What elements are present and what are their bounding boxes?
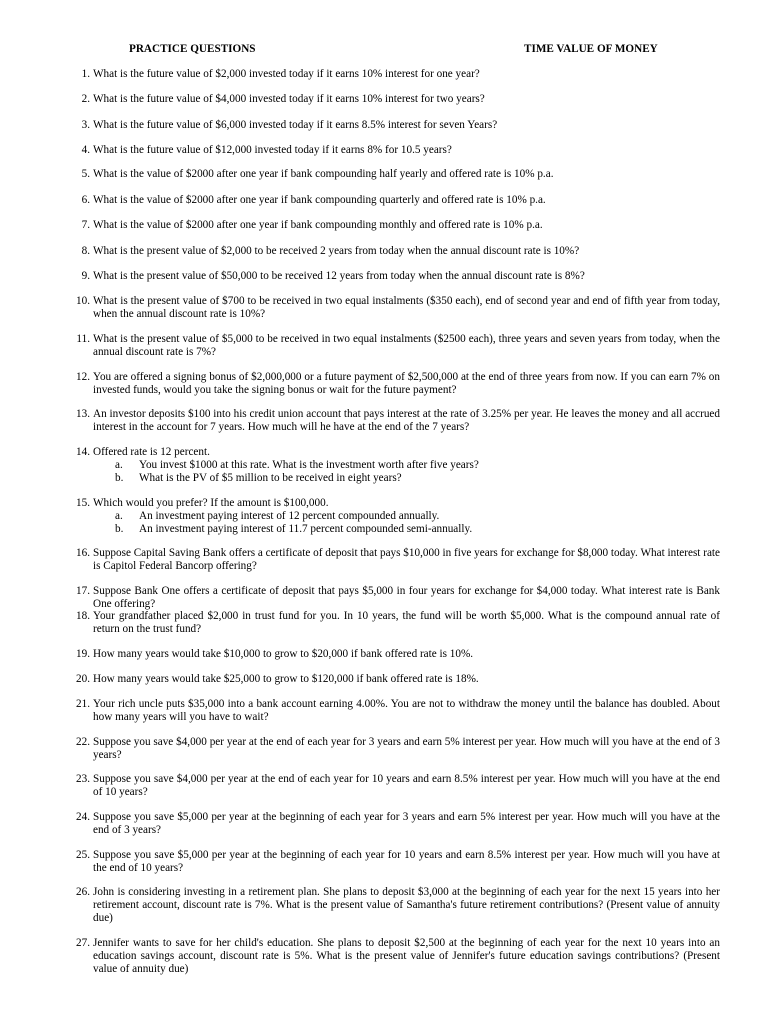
question-text: Suppose Bank One offers a certificate of deposit that pays $5,000 in four years for exchange for $4,000 today. What interest rate is Bank One offering? bbox=[93, 585, 720, 610]
question-number: 11. bbox=[76, 333, 90, 345]
question-number: 25. bbox=[76, 849, 90, 861]
question-text: What is the present value of $50,000 to be received 12 years from today when the annual discount rate is 8%? bbox=[93, 270, 585, 282]
question-number: 18. bbox=[76, 610, 90, 622]
question-number: 13. bbox=[76, 408, 90, 420]
sub-item-text: An investment paying interest of 11.7 percent compounded semi-annually. bbox=[139, 522, 473, 535]
question-number: 17. bbox=[76, 585, 90, 597]
question-number: 26. bbox=[76, 886, 90, 898]
question-number: 16. bbox=[76, 547, 90, 559]
question-text: Suppose you save $4,000 per year at the end of each year for 3 years and earn 5% interest per year. How much will you have at the end of 3 years? bbox=[93, 736, 720, 761]
question-item bbox=[68, 736, 720, 762]
question-item bbox=[68, 144, 720, 157]
question-number: 19. bbox=[76, 648, 90, 660]
question-item bbox=[68, 886, 720, 924]
header-left-title: PRACTICE QUESTIONS bbox=[129, 43, 256, 55]
question-number: 10. bbox=[76, 295, 90, 307]
question-item bbox=[68, 773, 720, 799]
sub-item bbox=[115, 472, 720, 485]
question-text: What is the present value of $2,000 to be received 2 years from today when the annual discount rate is 10%? bbox=[93, 245, 580, 257]
header-right-title: TIME VALUE OF MONEY bbox=[524, 43, 658, 55]
question-item bbox=[68, 333, 720, 359]
question-item bbox=[68, 610, 720, 636]
question-item bbox=[68, 93, 720, 106]
question-number: 24. bbox=[76, 811, 90, 823]
question-text: Which would you prefer? If the amount is $100,000. bbox=[93, 497, 329, 509]
sub-item bbox=[115, 523, 720, 536]
question-text: Suppose you save $5,000 per year at the beginning of each year for 10 years and earn 8.5% interest per year. How much will you have at the end of 10 years? bbox=[93, 849, 720, 874]
question-number: 23. bbox=[76, 773, 90, 785]
sub-item-letter: b. bbox=[115, 522, 124, 535]
question-item bbox=[68, 168, 720, 181]
question-text: What is the future value of $2,000 invested today if it earns 10% interest for one year? bbox=[93, 68, 480, 80]
sub-item-letter: a. bbox=[115, 458, 123, 471]
question-text: What is the future value of $12,000 invested today if it earns 8% for 10.5 years? bbox=[93, 144, 452, 156]
question-text: You are offered a signing bonus of $2,000,000 or a future payment of $2,500,000 at the end of three years from now. If you can earn 7% on invested funds, would you take the signing bonus or wait for the future payment? bbox=[93, 371, 720, 396]
question-item bbox=[68, 811, 720, 837]
question-text: An investor deposits $100 into his credit union account that pays interest at the rate of 3.25% per year. He leaves the money and all accrued interest in the account for 7 years. How much will he have at the end of the 7 years? bbox=[93, 408, 720, 433]
question-text: Suppose you save $5,000 per year at the beginning of each year for 3 years and earn 5% interest per year. How much will you have at the end of 3 years? bbox=[93, 811, 720, 836]
sub-item-text: What is the PV of $5 million to be received in eight years? bbox=[139, 471, 402, 484]
question-item bbox=[68, 194, 720, 207]
sub-item-text: You invest $1000 at this rate. What is the investment worth after five years? bbox=[139, 458, 479, 471]
question-item bbox=[68, 295, 720, 321]
question-number: 1. bbox=[81, 68, 90, 80]
question-item bbox=[68, 937, 720, 975]
question-number: 20. bbox=[76, 673, 90, 685]
question-text: What is the value of $2000 after one year if bank compounding half yearly and offered rate is 10% p.a. bbox=[93, 168, 554, 180]
question-item bbox=[68, 219, 720, 232]
question-text: What is the present value of $700 to be received in two equal instalments ($350 each), end of second year and end of fifth year from today, when the annual discount rate is 10%? bbox=[93, 295, 720, 320]
question-text: What is the future value of $6,000 invested today if it earns 8.5% interest for seven Years? bbox=[93, 119, 498, 131]
question-item bbox=[68, 497, 720, 535]
question-number: 15. bbox=[76, 497, 90, 509]
question-text: How many years would take $10,000 to grow to $20,000 if bank offered rate is 10%. bbox=[93, 648, 474, 660]
question-text: Your rich uncle puts $35,000 into a bank account earning 4.00%. You are not to withdraw the money until the balance has doubled. About how many years will you have to wait? bbox=[93, 698, 720, 723]
question-item bbox=[68, 408, 720, 434]
question-number: 6. bbox=[81, 194, 90, 206]
question-text: John is considering investing in a retirement plan. She plans to deposit $3,000 at the beginning of each year for the next 15 years into her retirement account, discount rate is 7%. What is the present value of Samantha's future retirement contributions? (Present value of annuity due) bbox=[93, 886, 720, 924]
question-number: 4. bbox=[81, 144, 90, 156]
question-item bbox=[68, 245, 720, 258]
question-text: Jennifer wants to save for her child's education. She plans to deposit $2,500 at the beginning of each year for the next 10 years into an education savings account, discount rate is 5%. What is the present value of Jennifer's future education savings contributions? (Present value of annuity due) bbox=[93, 937, 720, 975]
question-number: 8. bbox=[81, 245, 90, 257]
question-text: What is the future value of $4,000 invested today if it earns 10% interest for two years? bbox=[93, 93, 485, 105]
sub-item-letter: b. bbox=[115, 471, 124, 484]
sub-item bbox=[115, 459, 720, 472]
question-text: What is the value of $2000 after one year if bank compounding monthly and offered rate is 10% p.a. bbox=[93, 219, 543, 231]
question-text: Your grandfather placed $2,000 in trust fund for you. In 10 years, the fund will be worth $5,000. What is the compound annual rate of return on the trust fund? bbox=[93, 610, 720, 635]
question-number: 21. bbox=[76, 698, 90, 710]
question-number: 9. bbox=[81, 270, 90, 282]
sub-item-letter: a. bbox=[115, 509, 123, 522]
question-item bbox=[68, 446, 720, 484]
question-number: 3. bbox=[81, 119, 90, 131]
question-text: Suppose Capital Saving Bank offers a certificate of deposit that pays $10,000 in five years for exchange for $8,000 today. What interest rate is Capitol Federal Bancorp offering? bbox=[93, 547, 720, 572]
question-item bbox=[68, 698, 720, 724]
question-item bbox=[68, 849, 720, 875]
question-text: How many years would take $25,000 to grow to $120,000 if bank offered rate is 18%. bbox=[93, 673, 479, 685]
question-number: 27. bbox=[76, 937, 90, 949]
question-item bbox=[68, 648, 720, 661]
question-number: 14. bbox=[76, 446, 90, 458]
question-item bbox=[68, 371, 720, 397]
question-number: 12. bbox=[76, 371, 90, 383]
question-item bbox=[68, 673, 720, 686]
question-item bbox=[68, 119, 720, 132]
question-text: Offered rate is 12 percent. bbox=[93, 446, 210, 458]
question-number: 2. bbox=[81, 93, 90, 105]
question-item bbox=[68, 68, 720, 81]
question-text: Suppose you save $4,000 per year at the end of each year for 10 years and earn 8.5% interest per year. How much will you have at the end of 10 years? bbox=[93, 773, 720, 798]
sub-item bbox=[115, 510, 720, 523]
question-item bbox=[68, 547, 720, 573]
question-item bbox=[68, 585, 720, 611]
sub-item-text: An investment paying interest of 12 percent compounded annually. bbox=[139, 509, 440, 522]
question-text: What is the present value of $5,000 to be received in two equal instalments ($2500 each), three years and seven years from today, when the annual discount rate is 7%? bbox=[93, 333, 720, 358]
question-number: 7. bbox=[81, 219, 90, 231]
question-number: 5. bbox=[81, 168, 90, 180]
question-number: 22. bbox=[76, 736, 90, 748]
question-text: What is the value of $2000 after one year if bank compounding quarterly and offered rate is 10% p.a. bbox=[93, 194, 546, 206]
question-item bbox=[68, 270, 720, 283]
